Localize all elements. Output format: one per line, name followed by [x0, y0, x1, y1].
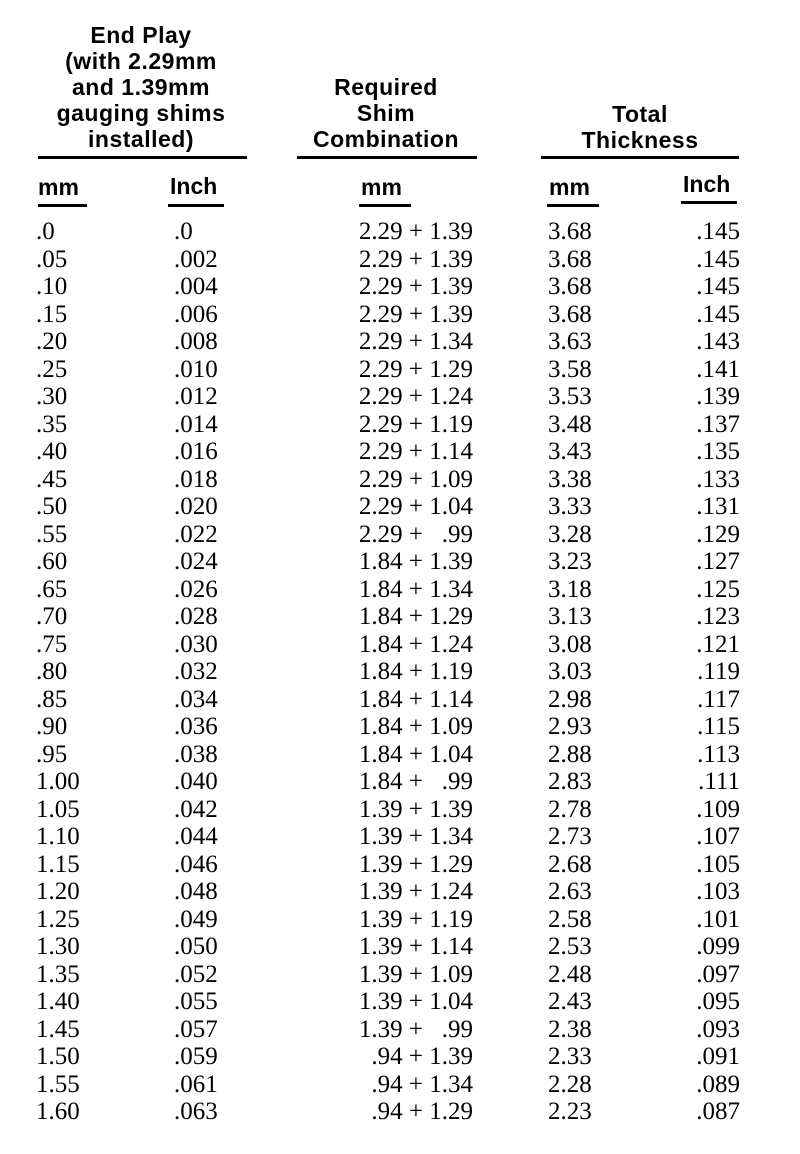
- total-thickness-inch-cell: .135: [696, 438, 740, 465]
- table-row: [0, 713, 800, 741]
- end-play-inch-cell: .002: [174, 245, 218, 273]
- end-play-mm-cell: 1.05: [36, 795, 80, 823]
- table-row: [0, 466, 800, 494]
- end-play-inch-cell: .0: [174, 218, 193, 245]
- table-row: [0, 823, 800, 851]
- table-row: [0, 1071, 800, 1099]
- end-play-inch-cell: .022: [174, 520, 218, 548]
- table-row: [0, 356, 800, 384]
- total-thickness-inch-cell: .141: [696, 355, 740, 383]
- header-total-thickness-rule: [541, 156, 739, 159]
- end-play-inch-cell: .052: [174, 960, 218, 988]
- shim-combination-cell: 1.39 + .99: [358, 1015, 473, 1043]
- end-play-inch-cell: .032: [174, 658, 218, 685]
- subheader-combination-mm: mm: [361, 174, 402, 200]
- table-row: [0, 576, 800, 604]
- total-thickness-inch-cell: .127: [696, 548, 740, 575]
- shim-combination-cell: 1.84 + 1.39: [358, 548, 473, 575]
- end-play-inch-cell: .061: [174, 1070, 218, 1098]
- total-thickness-mm-cell: 2.58: [548, 905, 592, 933]
- subheader-total-inch: Inch: [683, 171, 731, 197]
- end-play-mm-cell: 1.20: [36, 878, 80, 905]
- total-thickness-inch-cell: .115: [697, 713, 740, 740]
- subheader-end-play-inch-rule: [168, 204, 224, 207]
- total-thickness-inch-cell: .139: [696, 383, 740, 410]
- total-thickness-mm-cell: 2.28: [548, 1070, 592, 1098]
- end-play-inch-cell: .010: [174, 355, 218, 383]
- total-thickness-mm-cell: 3.68: [548, 218, 592, 245]
- subheader-total-mm: mm: [549, 174, 590, 200]
- total-thickness-mm-cell: 3.43: [548, 438, 592, 465]
- shim-combination-cell: 2.29 + 1.04: [358, 493, 473, 520]
- table-row: [0, 796, 800, 824]
- total-thickness-mm-cell: 2.38: [548, 1015, 592, 1043]
- total-thickness-mm-cell: 2.83: [548, 768, 592, 795]
- end-play-mm-cell: .10: [36, 273, 68, 300]
- shim-combination-cell: 1.39 + 1.29: [358, 850, 473, 878]
- shim-combination-cell: 2.29 + 1.24: [358, 383, 473, 410]
- total-thickness-inch-cell: .101: [696, 905, 740, 933]
- end-play-mm-cell: .60: [36, 548, 68, 575]
- end-play-inch-cell: .008: [174, 328, 218, 355]
- shim-combination-cell: 2.29 + 1.34: [358, 328, 473, 355]
- shim-combination-cell: 1.84 + 1.24: [358, 630, 473, 658]
- total-thickness-inch-cell: .087: [696, 1098, 740, 1125]
- header-required-shim: Required Shim Combination: [312, 74, 460, 152]
- end-play-inch-cell: .026: [174, 575, 218, 603]
- end-play-inch-cell: .057: [174, 1015, 218, 1043]
- total-thickness-inch-cell: .145: [696, 300, 740, 328]
- end-play-inch-cell: .036: [174, 713, 218, 740]
- end-play-inch-cell: .012: [174, 383, 218, 410]
- end-play-inch-cell: .063: [174, 1098, 218, 1125]
- end-play-mm-cell: .20: [36, 328, 68, 355]
- end-play-inch-cell: .018: [174, 465, 218, 493]
- end-play-mm-cell: .70: [36, 603, 68, 630]
- table-row: [0, 328, 800, 356]
- shim-combination-cell: 2.29 + 1.39: [358, 300, 473, 328]
- shim-combination-cell: 1.84 + 1.14: [358, 685, 473, 713]
- subheader-total-inch-rule: [681, 201, 737, 204]
- end-play-mm-cell: .75: [36, 630, 68, 658]
- shim-combination-cell: .94 + 1.34: [371, 1070, 473, 1098]
- end-play-inch-cell: .048: [174, 878, 218, 905]
- total-thickness-inch-cell: .145: [696, 273, 740, 300]
- table-row: [0, 383, 800, 411]
- subheader-combination-mm-rule: [359, 204, 411, 207]
- subheader-total-mm-rule: [547, 204, 599, 207]
- end-play-mm-cell: 1.35: [36, 960, 80, 988]
- end-play-mm-cell: 1.45: [36, 1015, 80, 1043]
- shim-table: [0, 218, 800, 1126]
- end-play-mm-cell: .55: [36, 520, 68, 548]
- end-play-mm-cell: 1.55: [36, 1070, 80, 1098]
- total-thickness-mm-cell: 2.88: [548, 740, 592, 768]
- header-end-play-rule: [38, 156, 247, 159]
- header-required-shim-rule: [297, 156, 477, 159]
- total-thickness-mm-cell: 3.48: [548, 410, 592, 438]
- end-play-mm-cell: .05: [36, 245, 68, 273]
- table-row: [0, 493, 800, 521]
- total-thickness-mm-cell: 3.38: [548, 465, 592, 493]
- total-thickness-inch-cell: .123: [696, 603, 740, 630]
- table-row: [0, 1098, 800, 1126]
- table-row: [0, 961, 800, 989]
- table-row: [0, 521, 800, 549]
- end-play-inch-cell: .040: [174, 768, 218, 795]
- total-thickness-inch-cell: .099: [696, 933, 740, 960]
- end-play-mm-cell: .45: [36, 465, 68, 493]
- shim-combination-cell: 1.84 + 1.09: [358, 713, 473, 740]
- table-row: [0, 1016, 800, 1044]
- shim-combination-cell: 2.29 + .99: [358, 520, 473, 548]
- total-thickness-inch-cell: .119: [697, 658, 740, 685]
- table-row: [0, 658, 800, 686]
- table-row: [0, 741, 800, 769]
- table-row: [0, 273, 800, 301]
- end-play-inch-cell: .046: [174, 850, 218, 878]
- total-thickness-inch-cell: .109: [696, 795, 740, 823]
- subheader-end-play-mm-rule: [38, 204, 87, 207]
- total-thickness-mm-cell: 3.68: [548, 273, 592, 300]
- total-thickness-mm-cell: 2.78: [548, 795, 592, 823]
- shim-combination-cell: 2.29 + 1.19: [358, 410, 473, 438]
- total-thickness-inch-cell: .093: [696, 1015, 740, 1043]
- total-thickness-mm-cell: 3.33: [548, 493, 592, 520]
- header-total-thickness: Total Thickness: [581, 101, 699, 153]
- end-play-inch-cell: .044: [174, 823, 218, 850]
- total-thickness-mm-cell: 2.43: [548, 988, 592, 1015]
- end-play-inch-cell: .004: [174, 273, 218, 300]
- total-thickness-inch-cell: .113: [697, 740, 740, 768]
- end-play-mm-cell: .80: [36, 658, 68, 685]
- end-play-inch-cell: .020: [174, 493, 218, 520]
- table-row: [0, 906, 800, 934]
- shim-combination-cell: 1.84 + 1.34: [358, 575, 473, 603]
- table-row: [0, 603, 800, 631]
- table-row: [0, 218, 800, 246]
- total-thickness-mm-cell: 2.33: [548, 1043, 592, 1070]
- subheader-end-play-mm: mm: [38, 174, 79, 200]
- end-play-inch-cell: .016: [174, 438, 218, 465]
- total-thickness-inch-cell: .091: [696, 1043, 740, 1070]
- total-thickness-inch-cell: .145: [696, 218, 740, 245]
- total-thickness-mm-cell: 2.53: [548, 933, 592, 960]
- subheader-end-play-inch: Inch: [170, 173, 218, 199]
- shim-combination-cell: 1.39 + 1.24: [358, 878, 473, 905]
- shim-combination-cell: 1.84 + 1.19: [358, 658, 473, 685]
- table-row: [0, 411, 800, 439]
- shim-combination-cell: 1.84 + 1.29: [358, 603, 473, 630]
- end-play-mm-cell: 1.15: [36, 850, 80, 878]
- end-play-mm-cell: 1.30: [36, 933, 80, 960]
- shim-combination-cell: 2.29 + 1.09: [358, 465, 473, 493]
- total-thickness-inch-cell: .117: [697, 685, 740, 713]
- shim-combination-cell: 1.39 + 1.34: [358, 823, 473, 850]
- total-thickness-inch-cell: .143: [696, 328, 740, 355]
- end-play-mm-cell: .85: [36, 685, 68, 713]
- shim-combination-cell: 1.84 + .99: [358, 768, 473, 795]
- end-play-mm-cell: .95: [36, 740, 68, 768]
- shim-combination-cell: 2.29 + 1.39: [358, 245, 473, 273]
- shim-combination-cell: 1.39 + 1.19: [358, 905, 473, 933]
- total-thickness-mm-cell: 2.48: [548, 960, 592, 988]
- total-thickness-inch-cell: .107: [696, 823, 740, 850]
- end-play-inch-cell: .042: [174, 795, 218, 823]
- shim-combination-cell: 1.39 + 1.09: [358, 960, 473, 988]
- shim-combination-cell: 2.29 + 1.14: [358, 438, 473, 465]
- shim-combination-cell: 2.29 + 1.39: [358, 218, 473, 245]
- total-thickness-mm-cell: 2.63: [548, 878, 592, 905]
- end-play-inch-cell: .038: [174, 740, 218, 768]
- total-thickness-mm-cell: 2.73: [548, 823, 592, 850]
- total-thickness-mm-cell: 3.68: [548, 245, 592, 273]
- end-play-mm-cell: .90: [36, 713, 68, 740]
- total-thickness-mm-cell: 3.58: [548, 355, 592, 383]
- end-play-inch-cell: .006: [174, 300, 218, 328]
- end-play-mm-cell: 1.60: [36, 1098, 80, 1125]
- table-row: [0, 438, 800, 466]
- total-thickness-mm-cell: 3.18: [548, 575, 592, 603]
- end-play-inch-cell: .059: [174, 1043, 218, 1070]
- shim-combination-cell: 1.39 + 1.04: [358, 988, 473, 1015]
- total-thickness-mm-cell: 3.28: [548, 520, 592, 548]
- total-thickness-mm-cell: 3.13: [548, 603, 592, 630]
- end-play-mm-cell: .50: [36, 493, 68, 520]
- end-play-inch-cell: .055: [174, 988, 218, 1015]
- table-row: [0, 988, 800, 1016]
- total-thickness-inch-cell: .129: [696, 520, 740, 548]
- total-thickness-inch-cell: .137: [696, 410, 740, 438]
- table-row: [0, 878, 800, 906]
- total-thickness-mm-cell: 3.08: [548, 630, 592, 658]
- end-play-inch-cell: .028: [174, 603, 218, 630]
- table-row: [0, 686, 800, 714]
- total-thickness-inch-cell: .103: [696, 878, 740, 905]
- table-row: [0, 301, 800, 329]
- shim-combination-cell: 2.29 + 1.39: [358, 273, 473, 300]
- total-thickness-mm-cell: 3.68: [548, 300, 592, 328]
- header-end-play: End Play (with 2.29mm and 1.39mm gauging shims installed): [56, 22, 226, 152]
- table-row: [0, 933, 800, 961]
- end-play-inch-cell: .050: [174, 933, 218, 960]
- end-play-mm-cell: 1.00: [36, 768, 80, 795]
- shim-combination-cell: 1.39 + 1.39: [358, 795, 473, 823]
- end-play-mm-cell: .0: [36, 218, 55, 245]
- end-play-mm-cell: 1.10: [36, 823, 80, 850]
- total-thickness-inch-cell: .089: [696, 1070, 740, 1098]
- end-play-mm-cell: 1.50: [36, 1043, 80, 1070]
- table-row: [0, 1043, 800, 1071]
- total-thickness-inch-cell: .145: [696, 245, 740, 273]
- end-play-mm-cell: .35: [36, 410, 68, 438]
- total-thickness-inch-cell: .097: [696, 960, 740, 988]
- end-play-mm-cell: 1.40: [36, 988, 80, 1015]
- end-play-mm-cell: 1.25: [36, 905, 80, 933]
- total-thickness-mm-cell: 2.98: [548, 685, 592, 713]
- end-play-mm-cell: .30: [36, 383, 68, 410]
- end-play-mm-cell: .40: [36, 438, 68, 465]
- total-thickness-inch-cell: .131: [696, 493, 740, 520]
- table-row: [0, 631, 800, 659]
- shim-combination-cell: .94 + 1.39: [371, 1043, 473, 1070]
- total-thickness-mm-cell: 3.23: [548, 548, 592, 575]
- table-row: [0, 768, 800, 796]
- total-thickness-mm-cell: 3.63: [548, 328, 592, 355]
- total-thickness-mm-cell: 2.23: [548, 1098, 592, 1125]
- end-play-mm-cell: .65: [36, 575, 68, 603]
- total-thickness-inch-cell: .105: [696, 850, 740, 878]
- total-thickness-inch-cell: .121: [696, 630, 740, 658]
- end-play-mm-cell: .15: [36, 300, 68, 328]
- table-row: [0, 246, 800, 274]
- total-thickness-inch-cell: .133: [696, 465, 740, 493]
- table-row: [0, 851, 800, 879]
- shim-combination-cell: .94 + 1.29: [371, 1098, 473, 1125]
- total-thickness-inch-cell: .125: [696, 575, 740, 603]
- shim-combination-cell: 2.29 + 1.29: [358, 355, 473, 383]
- total-thickness-inch-cell: .095: [696, 988, 740, 1015]
- end-play-inch-cell: .049: [174, 905, 218, 933]
- shim-combination-cell: 1.39 + 1.14: [358, 933, 473, 960]
- total-thickness-mm-cell: 3.03: [548, 658, 592, 685]
- end-play-inch-cell: .030: [174, 630, 218, 658]
- total-thickness-inch-cell: .111: [698, 768, 740, 795]
- total-thickness-mm-cell: 2.93: [548, 713, 592, 740]
- end-play-inch-cell: .014: [174, 410, 218, 438]
- end-play-inch-cell: .024: [174, 548, 218, 575]
- end-play-inch-cell: .034: [174, 685, 218, 713]
- shim-combination-cell: 1.84 + 1.04: [358, 740, 473, 768]
- total-thickness-mm-cell: 2.68: [548, 850, 592, 878]
- total-thickness-mm-cell: 3.53: [548, 383, 592, 410]
- table-row: [0, 548, 800, 576]
- end-play-mm-cell: .25: [36, 355, 68, 383]
